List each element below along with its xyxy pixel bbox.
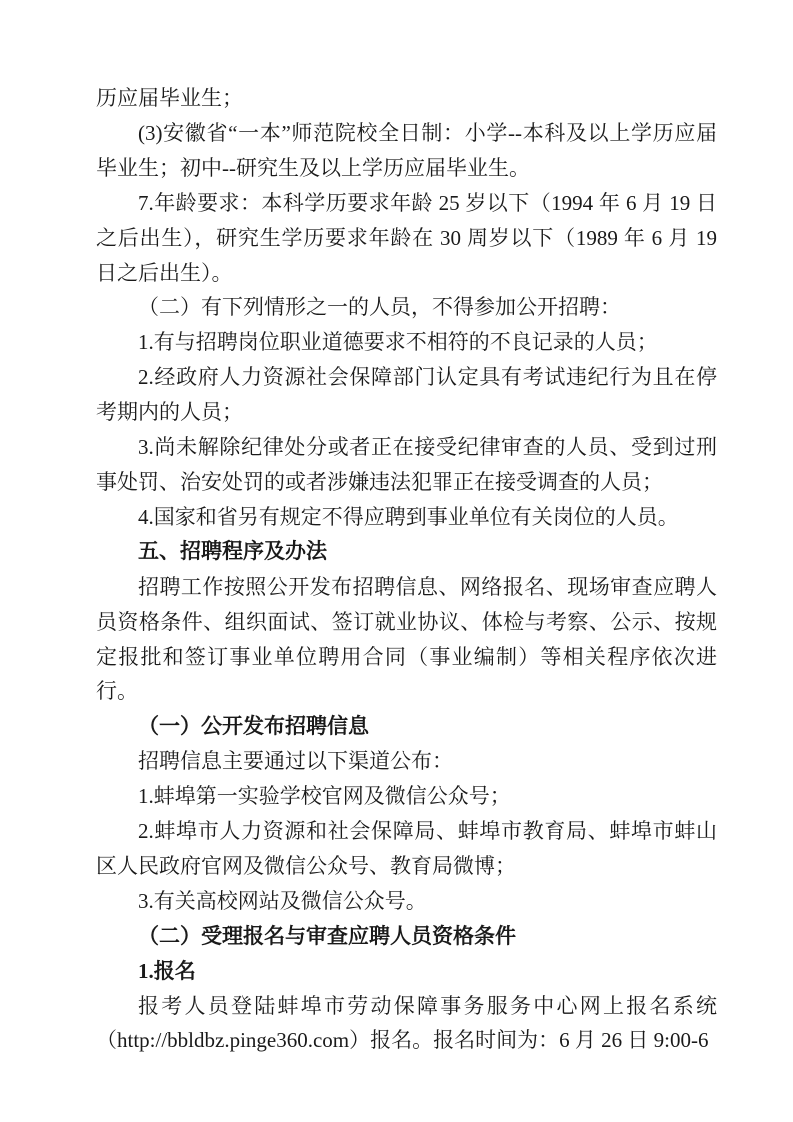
heading-subsection2-application-review: （二）受理报名与审查应聘人员资格条件 (138, 923, 516, 948)
para-channel-3-university-sites: 3.有关高校网站及微信公众号。 (138, 888, 427, 913)
para-disqualification-4: 4.国家和省另有规定不得应聘到事业单位有关岗位的人员。 (138, 504, 679, 529)
para-registration-info (96, 989, 717, 1059)
para-disqualification-intro: （二）有下列情形之一的人员，不得参加公开招聘： (138, 295, 621, 320)
para-channel-1-school-site: 1.蚌埠第一实验学校官网及微信公众号； (138, 784, 511, 809)
para-channels-intro: 招聘信息主要通过以下渠道公布： (138, 749, 453, 774)
heading-registration: 1.报名 (138, 958, 196, 983)
registration-url-text: （http://bbldbz.pinge360.com） (96, 1028, 371, 1053)
para-channel-2-gov-sites: 2.蚌埠市人力资源和社会保障局、蚌埠市教育局、蚌埠市蚌山区人民政府官网及微信公众号、教育局微博； (96, 819, 717, 878)
para-disqualification-3: 3.尚未解除纪律处分或者正在接受纪律审查的人员、受到过刑事处罚、治安处罚的或者涉嫌违法犯罪正在接受调查的人员； (96, 435, 717, 494)
document-body (96, 81, 717, 1058)
registration-tail-text: 报名。报名时间为：6 月 26 日 9:00-6 (370, 1028, 709, 1053)
para-disqualification-1: 1.有与招聘岗位职业道德要求不相符的不良记录的人员； (138, 330, 658, 355)
heading-subsection1-publish-info: （一）公开发布招聘信息 (138, 714, 369, 739)
heading-section5-procedure: 五、招聘程序及办法 (138, 539, 327, 563)
para-procedure-overview: 招聘工作按照公开发布招聘信息、网络报名、现场审查应聘人员资格条件、组织面试、签订就业协议、体检与考察、公示、按规定报批和签订事业单位聘用合同（事业编制）等相关程序依次进行。 (96, 574, 717, 704)
para-disqualification-2: 2.经政府人力资源社会保障部门认定具有考试违纪行为且在停考期内的人员； (96, 365, 717, 425)
para-item7-age-requirement: 7.年龄要求：本科学历要求年龄 25 岁以下（1994 年 6 月 19 日之后出生），研究生学历要求年龄在 30 周岁以下（1989 年 6 月 19 日之后出生）。 (96, 190, 717, 285)
para-item3-anhui-normal-colleges: (3)安徽省“一本”师范院校全日制：小学--本科及以上学历应届毕业生；初中--研究生及以上学历应届毕业生。 (96, 120, 717, 180)
registration-lead-text: 报考人员登陆蚌埠市劳动保障事务服务中心网上报名系统 (138, 993, 717, 1018)
para-continuation-degree-graduates: 历应届毕业生； (96, 86, 243, 110)
